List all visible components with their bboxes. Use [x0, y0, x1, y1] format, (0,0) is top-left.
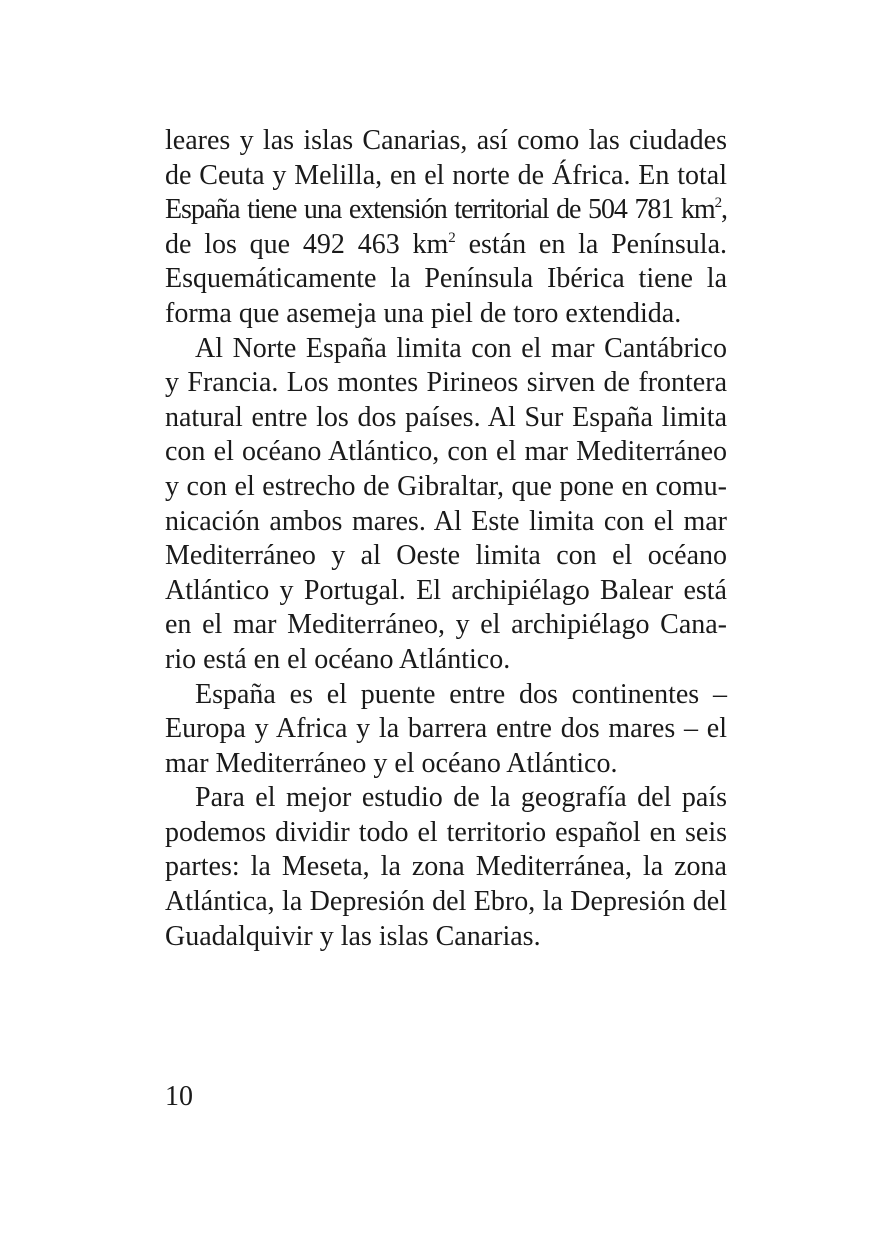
text-line: partes: la Meseta, la zona Mediterránea, la zona	[165, 851, 727, 883]
text-line: de Ceuta y Melilla, en el norte de África. En total	[165, 159, 727, 191]
text-line: leares y las islas Canarias, así como las ciudades	[165, 125, 727, 156]
extension-text: España tiene una extensión territorial de 504 781 km	[165, 194, 715, 226]
paragraph-3	[165, 678, 727, 782]
text-line: natural entre los dos países. Al Sur España limita	[165, 401, 727, 433]
text-line: con el océano Atlántico, con el mar Mediterráneo	[165, 436, 727, 468]
peninsula-text-start: de los que 492 463 km	[165, 228, 449, 260]
text-line: forma que asemeja una piel de toro extendida.	[165, 297, 682, 329]
paragraph-2	[165, 332, 727, 678]
text-line: Guadalquivir y las islas Canarias.	[165, 920, 541, 952]
page-number: 10	[165, 1081, 193, 1112]
text-line: Europa y Africa y la barrera entre dos mares – el	[165, 713, 727, 745]
text-line: Mediterráneo y al Oeste limita con el océano	[165, 540, 727, 572]
text-line: Al Norte España limita con el mar Cantábrico	[195, 332, 727, 364]
text-line: mar Mediterráneo y el océano Atlántico.	[165, 747, 618, 779]
text-line: nicación ambos mares. Al Este limita con el mar	[165, 505, 727, 537]
text-line: Esquemáticamente la Península Ibérica tiene la	[165, 263, 727, 295]
superscript: 2	[714, 195, 722, 212]
text-line: Para el mejor estudio de la geografía del país	[195, 782, 727, 814]
text-line: Atlántico y Portugal. El archipiélago Balear está	[165, 574, 727, 606]
text-line: y con el estrecho de Gibraltar, que pone en comu-	[165, 470, 727, 502]
text-line: en el mar Mediterráneo, y el archipiélago Cana-	[165, 609, 727, 641]
text-line: y Francia. Los montes Pirineos sirven de frontera	[165, 367, 727, 399]
text-line-extension	[165, 193, 727, 228]
text-line: podemos dividir todo el territorio español en seis	[165, 816, 727, 848]
body-text	[165, 124, 727, 954]
text-line: Atlántica, la Depresión del Ebro, la Depresión del	[165, 886, 727, 918]
paragraph-1	[165, 124, 727, 332]
text-line: rio está en el océano Atlántico.	[165, 643, 511, 675]
superscript: 2	[448, 229, 456, 246]
punctuation: ,	[721, 194, 727, 226]
text-line-peninsula	[165, 228, 727, 263]
paragraph-4	[165, 781, 727, 954]
text-line: España es el puente entre dos continentes –	[195, 678, 727, 710]
peninsula-text-end: están en la Península.	[455, 228, 727, 260]
